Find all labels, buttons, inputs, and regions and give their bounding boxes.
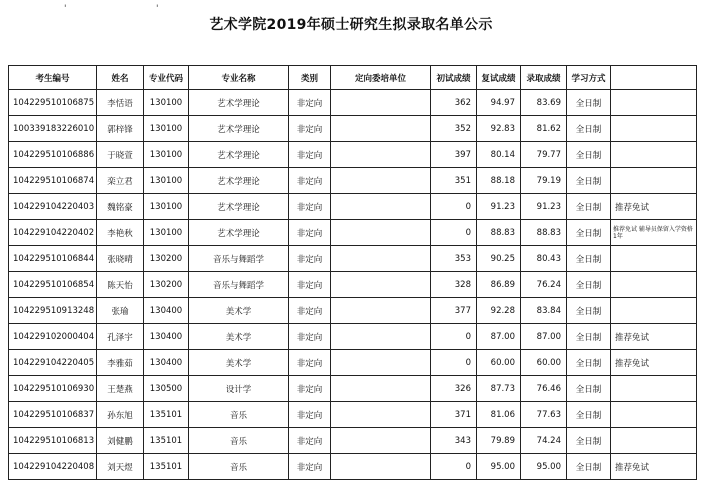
table-row [9,298,697,324]
cell-init: 351 [431,168,477,194]
cell-id: 104229510106930 [9,376,97,402]
cell-unit [331,246,431,272]
cell-admit: 79.19 [521,168,567,194]
cell-id: 104229104220405 [9,350,97,376]
table-row [9,376,697,402]
cell-unit [331,272,431,298]
cell-admit: 80.43 [521,246,567,272]
cell-init: 353 [431,246,477,272]
cell-mode: 全日制 [567,142,611,168]
column-header: 初试成绩 [431,66,477,90]
table-row [9,402,697,428]
cell-init: 377 [431,298,477,324]
cell-note [611,168,697,194]
cell-type: 非定向 [289,168,331,194]
cell-id: 104229510106854 [9,272,97,298]
cell-retest: 80.14 [477,142,521,168]
cell-id: 104229510913248 [9,298,97,324]
cell-note: 推荐免试 [611,454,697,480]
cell-name: 李雅茹 [97,350,144,376]
table-row [9,272,697,298]
cell-retest: 79.89 [477,428,521,454]
cell-type: 非定向 [289,402,331,428]
cell-admit: 79.77 [521,142,567,168]
table-row [9,142,697,168]
cell-type: 非定向 [289,376,331,402]
cell-retest: 60.00 [477,350,521,376]
cell-id: 100339183226010 [9,116,97,142]
cell-mode: 全日制 [567,402,611,428]
cell-type: 非定向 [289,428,331,454]
cell-note [611,402,697,428]
cell-retest: 91.23 [477,194,521,220]
cell-note [611,246,697,272]
column-header: 姓名 [97,66,144,90]
table-row [9,116,697,142]
cell-note [611,272,697,298]
cell-id: 104229510106886 [9,142,97,168]
table-row [9,454,697,480]
column-header: 学习方式 [567,66,611,90]
cell-note [611,116,697,142]
table-row [9,168,697,194]
cell-type: 非定向 [289,90,331,116]
column-header [611,66,697,90]
cell-init: 343 [431,428,477,454]
cell-unit [331,194,431,220]
cell-retest: 94.97 [477,90,521,116]
cell-retest: 90.25 [477,246,521,272]
cell-major: 美术学 [189,324,289,350]
table-row [9,324,697,350]
table-row [9,428,697,454]
cell-name: 刘天煜 [97,454,144,480]
cell-type: 非定向 [289,142,331,168]
cell-mode: 全日制 [567,428,611,454]
cell-unit [331,454,431,480]
cell-type: 非定向 [289,454,331,480]
cell-major: 音乐与舞蹈学 [189,272,289,298]
cell-major: 艺术学理论 [189,168,289,194]
cell-type: 非定向 [289,220,331,246]
cell-unit [331,428,431,454]
cell-id: 104229510106837 [9,402,97,428]
cell-id: 104229510106813 [9,428,97,454]
cell-type: 非定向 [289,194,331,220]
cell-retest: 92.28 [477,298,521,324]
cell-mode: 全日制 [567,324,611,350]
column-header: 专业名称 [189,66,289,90]
cell-note: 推荐免试 [611,194,697,220]
table-row [9,90,697,116]
cell-unit [331,324,431,350]
cell-init: 0 [431,350,477,376]
cell-type: 非定向 [289,272,331,298]
cell-code: 135101 [144,402,189,428]
cell-mode: 全日制 [567,220,611,246]
cell-init: 328 [431,272,477,298]
column-header: 复试成绩 [477,66,521,90]
cell-code: 130400 [144,324,189,350]
cell-note: 推荐免试 [611,350,697,376]
cell-name: 刘健鹏 [97,428,144,454]
cell-type: 非定向 [289,324,331,350]
cell-type: 非定向 [289,246,331,272]
cell-mode: 全日制 [567,116,611,142]
cell-init: 0 [431,324,477,350]
cell-code: 130100 [144,194,189,220]
column-header: 类别 [289,66,331,90]
cell-note [611,376,697,402]
column-header: 定向委培单位 [331,66,431,90]
cell-mode: 全日制 [567,168,611,194]
cell-major: 美术学 [189,298,289,324]
cell-init: 326 [431,376,477,402]
cell-unit [331,90,431,116]
cell-admit: 60.00 [521,350,567,376]
column-header: 录取成绩 [521,66,567,90]
cell-unit [331,376,431,402]
cell-code: 130100 [144,90,189,116]
cell-code: 130100 [144,168,189,194]
cell-name: 陈天怡 [97,272,144,298]
cell-admit: 76.46 [521,376,567,402]
cell-id: 104229104220408 [9,454,97,480]
cell-name: 孙东旭 [97,402,144,428]
cell-major: 音乐 [189,454,289,480]
cell-name: 魏铭豪 [97,194,144,220]
cell-id: 104229510106875 [9,90,97,116]
cell-unit [331,298,431,324]
cell-retest: 88.83 [477,220,521,246]
cell-major: 艺术学理论 [189,116,289,142]
cell-init: 397 [431,142,477,168]
cell-admit: 76.24 [521,272,567,298]
cell-major: 艺术学理论 [189,194,289,220]
cell-type: 非定向 [289,350,331,376]
cell-name: 李恬语 [97,90,144,116]
cell-unit [331,220,431,246]
cell-major: 音乐 [189,428,289,454]
cell-code: 130100 [144,142,189,168]
cell-admit: 95.00 [521,454,567,480]
cell-unit [331,116,431,142]
cell-init: 0 [431,454,477,480]
table-row [9,350,697,376]
cell-init: 362 [431,90,477,116]
cell-id: 104229510106874 [9,168,97,194]
cell-code: 130500 [144,376,189,402]
cell-retest: 88.18 [477,168,521,194]
cell-admit: 87.00 [521,324,567,350]
cell-id: 104229104220403 [9,194,97,220]
cell-retest: 87.73 [477,376,521,402]
cell-note: 推荐免试 [611,324,697,350]
cell-id: 104229510106844 [9,246,97,272]
table-row [9,194,697,220]
cell-retest: 86.89 [477,272,521,298]
cell-unit [331,142,431,168]
cell-type: 非定向 [289,116,331,142]
cell-retest: 92.83 [477,116,521,142]
cell-code: 130200 [144,272,189,298]
column-header: 专业代码 [144,66,189,90]
cell-code: 135101 [144,428,189,454]
cell-name: 孔泽宇 [97,324,144,350]
cell-unit [331,168,431,194]
cell-mode: 全日制 [567,454,611,480]
cell-type: 非定向 [289,298,331,324]
cell-code: 135101 [144,454,189,480]
cell-admit: 83.69 [521,90,567,116]
cell-init: 0 [431,220,477,246]
cell-name: 郭梓锋 [97,116,144,142]
cell-code: 130100 [144,116,189,142]
cell-admit: 81.62 [521,116,567,142]
cell-init: 371 [431,402,477,428]
cell-admit: 83.84 [521,298,567,324]
cell-mode: 全日制 [567,246,611,272]
table-row [9,220,697,246]
cell-name: 张晓晴 [97,246,144,272]
cell-init: 0 [431,194,477,220]
cell-retest: 95.00 [477,454,521,480]
cell-code: 130200 [144,246,189,272]
cell-mode: 全日制 [567,376,611,402]
cell-retest: 81.06 [477,402,521,428]
cell-major: 音乐与舞蹈学 [189,246,289,272]
cell-code: 130400 [144,298,189,324]
cell-admit: 88.83 [521,220,567,246]
cell-major: 美术学 [189,350,289,376]
cell-name: 栾立君 [97,168,144,194]
cell-major: 艺术学理论 [189,142,289,168]
cell-name: 于晓萱 [97,142,144,168]
cell-mode: 全日制 [567,90,611,116]
cell-note [611,142,697,168]
cell-major: 艺术学理论 [189,220,289,246]
cell-note [611,90,697,116]
header-row [9,66,697,90]
cell-mode: 全日制 [567,350,611,376]
cell-name: 张瑜 [97,298,144,324]
cell-code: 130400 [144,350,189,376]
cell-mode: 全日制 [567,194,611,220]
cell-code: 130100 [144,220,189,246]
cell-name: 王楚燕 [97,376,144,402]
cell-note: 推荐免试 辅导员保留入学资格1年 [611,220,697,246]
cell-mode: 全日制 [567,272,611,298]
stray-mark-left: ' [64,4,67,14]
cell-name: 李艳秋 [97,220,144,246]
cell-mode: 全日制 [567,298,611,324]
cell-unit [331,402,431,428]
admission-table [8,65,697,480]
cell-id: 104229102000404 [9,324,97,350]
cell-admit: 77.63 [521,402,567,428]
cell-admit: 74.24 [521,428,567,454]
cell-retest: 87.00 [477,324,521,350]
cell-major: 艺术学理论 [189,90,289,116]
cell-major: 音乐 [189,402,289,428]
column-header: 考生编号 [9,66,97,90]
cell-admit: 91.23 [521,194,567,220]
stray-mark-right: ' [156,4,159,14]
cell-major: 设计学 [189,376,289,402]
cell-id: 104229104220402 [9,220,97,246]
page-title: 艺术学院2019年硕士研究生拟录取名单公示 [209,17,493,33]
cell-note [611,298,697,324]
cell-unit [331,350,431,376]
table-row [9,246,697,272]
cell-init: 352 [431,116,477,142]
cell-note [611,428,697,454]
